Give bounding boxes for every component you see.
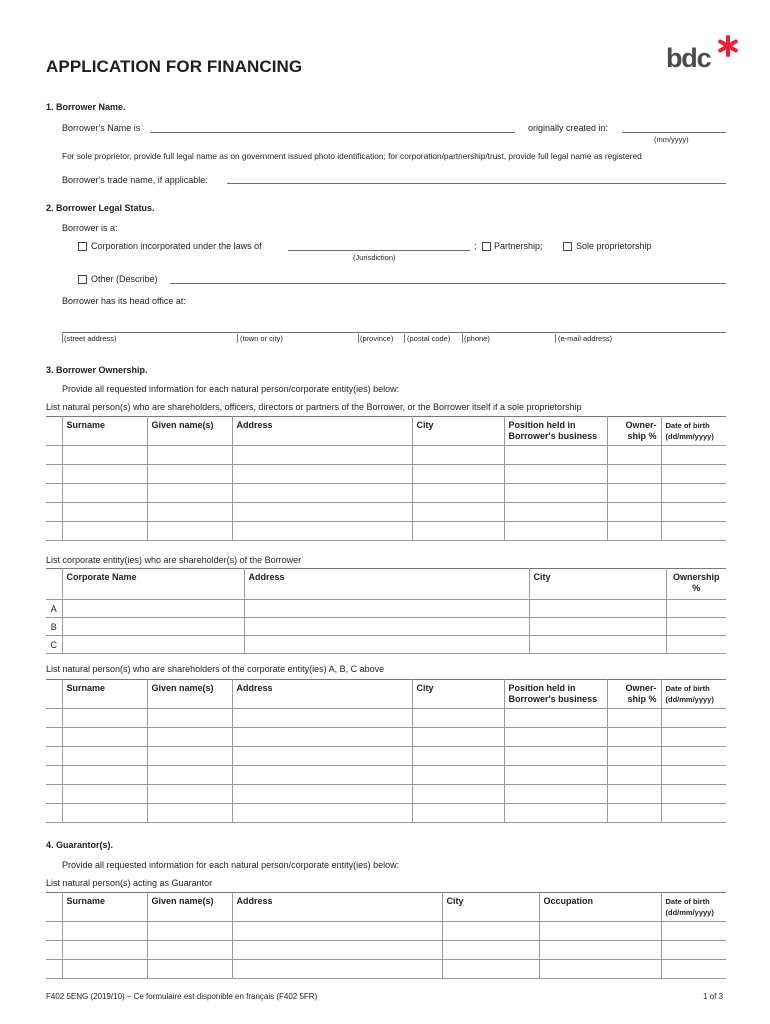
- table-row[interactable]: [46, 960, 726, 979]
- row-label-a: A: [46, 600, 62, 618]
- col-address: Address: [232, 680, 412, 709]
- asterisk-icon: [716, 34, 740, 58]
- address-separator: [462, 334, 463, 343]
- table-row[interactable]: [46, 636, 726, 654]
- address-separator: [404, 334, 405, 343]
- table-row[interactable]: [46, 785, 726, 804]
- col-city: City: [529, 569, 666, 600]
- col-occupation: Occupation: [539, 893, 661, 922]
- col-date-of-birth: Date of birth (dd/mm/yyyy): [661, 893, 726, 922]
- table-row[interactable]: [46, 503, 726, 522]
- list-2-label: List corporate entity(ies) who are shareholder(s) of the Borrower: [46, 555, 302, 565]
- corporation-label: Corporation incorporated under the laws of: [91, 241, 262, 251]
- address-separator: [555, 334, 556, 343]
- col-given-names: Given name(s): [147, 417, 232, 446]
- col-surname: Surname: [62, 893, 147, 922]
- table-header-row: [46, 569, 726, 600]
- col-corporate-name: Corporate Name: [62, 569, 244, 600]
- table-row[interactable]: [46, 922, 726, 941]
- section-4-intro: Provide all requested information for each natural person/corporate entity(ies) below:: [62, 860, 400, 870]
- phone-hint: (phone): [464, 334, 490, 343]
- row-label-b: B: [46, 618, 62, 636]
- table-row[interactable]: [46, 766, 726, 785]
- section-3-intro: Provide all requested information for each natural person/corporate entity(ies) below:: [62, 384, 400, 394]
- head-office-address-field[interactable]: [62, 332, 726, 333]
- borrower-is-label: Borrower is a:: [62, 223, 118, 233]
- page-title: APPLICATION FOR FINANCING: [46, 57, 303, 76]
- other-describe-field[interactable]: [170, 283, 726, 284]
- table-header-row: [46, 680, 726, 709]
- col-address: Address: [232, 417, 412, 446]
- table-row[interactable]: [46, 747, 726, 766]
- table-row[interactable]: [46, 522, 726, 541]
- col-given-names: Given name(s): [147, 893, 232, 922]
- partnership-checkbox[interactable]: [482, 242, 491, 251]
- col-city: City: [412, 417, 504, 446]
- guarantor-list-label: List natural person(s) acting as Guarantor: [46, 878, 213, 888]
- col-city: City: [442, 893, 539, 922]
- col-address: Address: [244, 569, 529, 600]
- legal-name-note: For sole proprietor, provide full legal name as on government issued photo identification; for corporation/partnership/trust, provide full legal name as registered: [62, 151, 642, 161]
- logo-text: bdc: [666, 43, 711, 73]
- corporation-checkbox[interactable]: [78, 242, 87, 251]
- col-surname: Surname: [62, 417, 147, 446]
- section-2-heading: 2. Borrower Legal Status.: [46, 203, 155, 213]
- table-row[interactable]: [46, 941, 726, 960]
- other-checkbox[interactable]: [78, 275, 87, 284]
- created-label: originally created in:: [528, 123, 609, 133]
- table-row[interactable]: [46, 618, 726, 636]
- col-address: Address: [232, 893, 442, 922]
- table-row[interactable]: [46, 709, 726, 728]
- address-separator: [358, 334, 359, 343]
- other-label: Other (Describe): [91, 274, 158, 284]
- trade-name-label: Borrower's trade name, if applicable:: [62, 175, 208, 185]
- email-hint: (e-mail address): [558, 334, 613, 343]
- corporate-entities-table: [46, 568, 726, 654]
- partnership-label: Partnership;: [494, 241, 543, 251]
- table-row[interactable]: [46, 804, 726, 823]
- table-row[interactable]: [46, 465, 726, 484]
- page-number: 1 of 3: [703, 992, 724, 1001]
- col-city: City: [412, 680, 504, 709]
- form-id: F402 5ENG (2019/10) – Ce formulaire est disponible en français (F402 5FR): [46, 992, 318, 1001]
- street-address-hint: (street address): [64, 334, 117, 343]
- row-label-c: C: [46, 636, 62, 654]
- table-row[interactable]: [46, 728, 726, 747]
- postal-code-hint: (postal code): [407, 334, 451, 343]
- section-1-heading: 1. Borrower Name.: [46, 102, 126, 112]
- table-header-row: [46, 417, 726, 446]
- trade-name-field[interactable]: [227, 183, 726, 184]
- list-1-label: List natural person(s) who are shareholders, officers, directors or partners of the Borrower, or the Borrower itself if a sole proprietorship: [46, 402, 582, 412]
- table-row[interactable]: [46, 600, 726, 618]
- sole-proprietorship-label: Sole proprietorship: [576, 241, 652, 251]
- table-row[interactable]: [46, 446, 726, 465]
- table-row[interactable]: [46, 484, 726, 503]
- col-position: Position held in Borrower's business: [504, 417, 607, 446]
- list-3-label: List natural person(s) who are shareholders of the corporate entity(ies) A, B, C above: [46, 664, 385, 674]
- town-city-hint: (town or city): [240, 334, 283, 343]
- guarantors-table: [46, 892, 726, 979]
- jurisdiction-field[interactable]: [288, 250, 470, 251]
- col-ownership: Owner-ship %: [607, 680, 661, 709]
- table-header-row: [46, 893, 726, 922]
- shareholder-persons-table: [46, 679, 726, 823]
- section-4-heading: 4. Guarantor(s).: [46, 840, 114, 850]
- col-ownership: Owner-ship %: [607, 417, 661, 446]
- address-separator: [62, 334, 63, 343]
- semicolon: ;: [474, 241, 477, 251]
- province-hint: (province): [360, 334, 394, 343]
- bdc-logo: [666, 38, 746, 78]
- col-date-of-birth: Date of birth (dd/mm/yyyy): [661, 417, 726, 446]
- created-date-field[interactable]: [622, 132, 726, 133]
- section-3-heading: 3. Borrower Ownership.: [46, 365, 148, 375]
- address-separator: [237, 334, 238, 343]
- col-date-of-birth: Date of birth (dd/mm/yyyy): [661, 680, 726, 709]
- borrower-persons-table: [46, 416, 726, 541]
- col-given-names: Given name(s): [147, 680, 232, 709]
- col-position: Position held in Borrower's business: [504, 680, 607, 709]
- head-office-label: Borrower has its head office at:: [62, 296, 186, 306]
- date-format-hint: (mm/yyyy): [654, 135, 689, 144]
- jurisdiction-hint: (Jurisdiction): [353, 253, 396, 262]
- sole-proprietorship-checkbox[interactable]: [563, 242, 572, 251]
- borrower-name-field[interactable]: [150, 132, 515, 133]
- col-ownership: Ownership %: [666, 569, 726, 600]
- borrower-name-label: Borrower's Name is: [62, 123, 141, 133]
- col-surname: Surname: [62, 680, 147, 709]
